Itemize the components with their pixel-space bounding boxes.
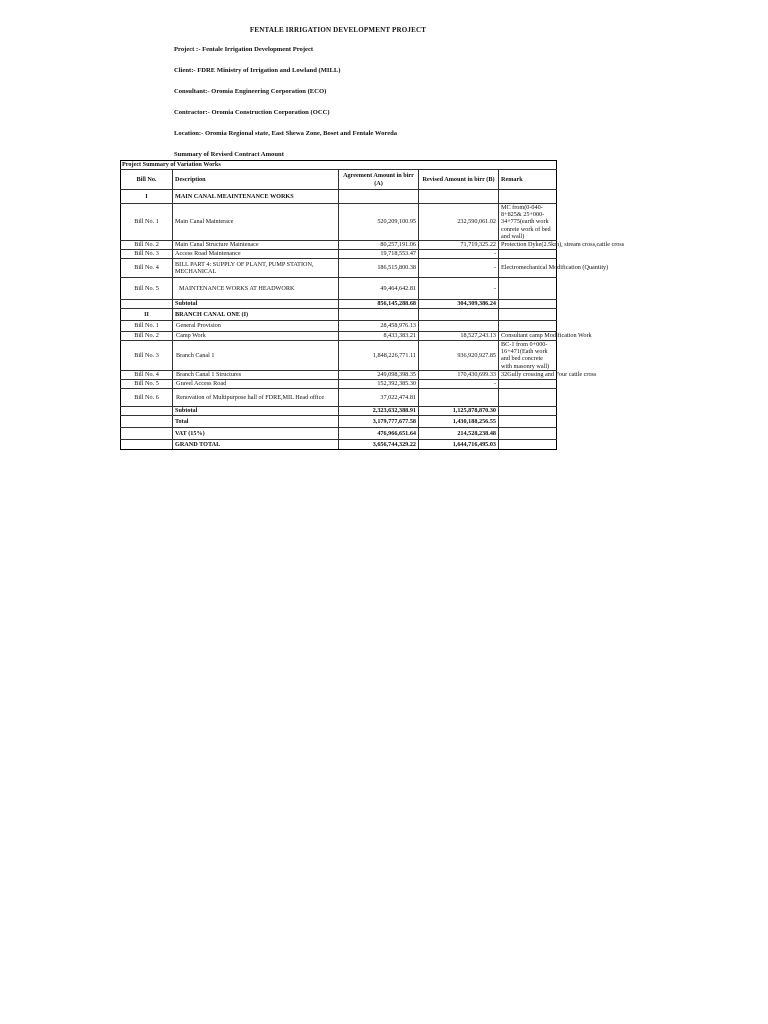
col-header-agreement: Agreement Amount in birr (A) [339,170,419,190]
section-number: I [121,190,173,204]
total-row: Total 3,179,777,677.58 1,430,188,256.55 [121,415,557,427]
consultant-line: Consultant:- Oromia Engineering Corporation (ECO) [174,88,327,95]
section-title: BRANCH CANAL ONE (I) [173,309,339,321]
col-header-description: Description [173,170,339,190]
table-row: Bill No. 5 Gravel Access Road 152,392,385.30 - [121,379,557,388]
contractor-line: Contractor:- Oromia Construction Corporation (OCC) [174,109,330,116]
table-row: Bill No. 4 Branch Canal 1 Structures 249,098,398.35 170,430,699.33 32Gully crossing and Four cattle cross [121,370,557,379]
project-line: Project :- Fentale Irrigation Development Project [174,46,314,53]
subtotal-row: Subtotal 2,323,632,388.91 1,125,878,870.30 [121,406,557,415]
table-row: Bill No. 4 BILL PART 4: SUPPLY OF PLANT, PUMP STATION, MECHANICAL 186,515,800.38 - Electromechanical Modification (Quantity) [121,259,557,278]
col-header-remark: Remark [499,170,557,190]
variation-summary-table [120,160,625,450]
table-row: Bill No. 5 MAINTENANCE WORKS AT HEADWORK 49,464,642.81 - [121,278,557,300]
table-row: Bill No. 1 General Provision 28,458,976.13 [121,321,557,332]
section-number: II [121,309,173,321]
document-title: FENTALE IRRIGATION DEVELOPMENT PROJECT [249,26,427,34]
section-title: MAIN CANAL MEAINTENANCE WORKS [173,190,339,204]
table-caption: Project Summary of Variation Works [121,161,557,170]
location-line: Location:- Oromia Regional state, East Shewa Zone, Boset and Fentale Woreda [174,130,398,137]
subtotal-row: Subtotal 856,145,288.68 304,309,386.24 [121,300,557,309]
table-row: Bill No. 2 Main Canal Structure Maintenace 80,257,191.06 71,719,325.22 Protection Dyke(2.5km), stream cross,cattle cross [121,241,557,250]
table-row: Bill No. 3 Access Road Maintenance 19,718,553.47 - [121,250,557,259]
summary-line: Summary of Revised Contract Amount [174,151,284,158]
col-header-revised: Revised Amount in birr (B) [419,170,499,190]
vat-row: VAT (15%) 476,966,651.64 214,528,238.48 [121,427,557,439]
col-header-bill-no: Bill No. [121,170,173,190]
grand-total-row: GRAND TOTAL 3,656,744,329.22 1,644,716,495.03 [121,439,557,449]
table-row: Bill No. 1 Main Canal Mainterace 520,209,100.95 232,590,061.02 MC from(0-040-8+825& 25+000-34+775(earth work conrete work of bed and wall) [121,204,557,241]
table-row: Bill No. 2 Camp Work 8,433,383.21 18,527,243.13 Consultant camp Modification Work [121,332,557,341]
client-line: Client:- FDRE Ministry of Irrigation and Lowland (MILL) [174,67,341,74]
table-row: Bill No. 6 Renovation of Multipurpose hall of FDRE,MIL Head office 37,022,474.81 [121,388,557,406]
table-row: Bill No. 3 Branch Canal 1 1,848,226,771.11 936,920,927.85 BC-1 from 0+000-16+471(Eath work and bed concrete with masonry wall) [121,341,557,371]
